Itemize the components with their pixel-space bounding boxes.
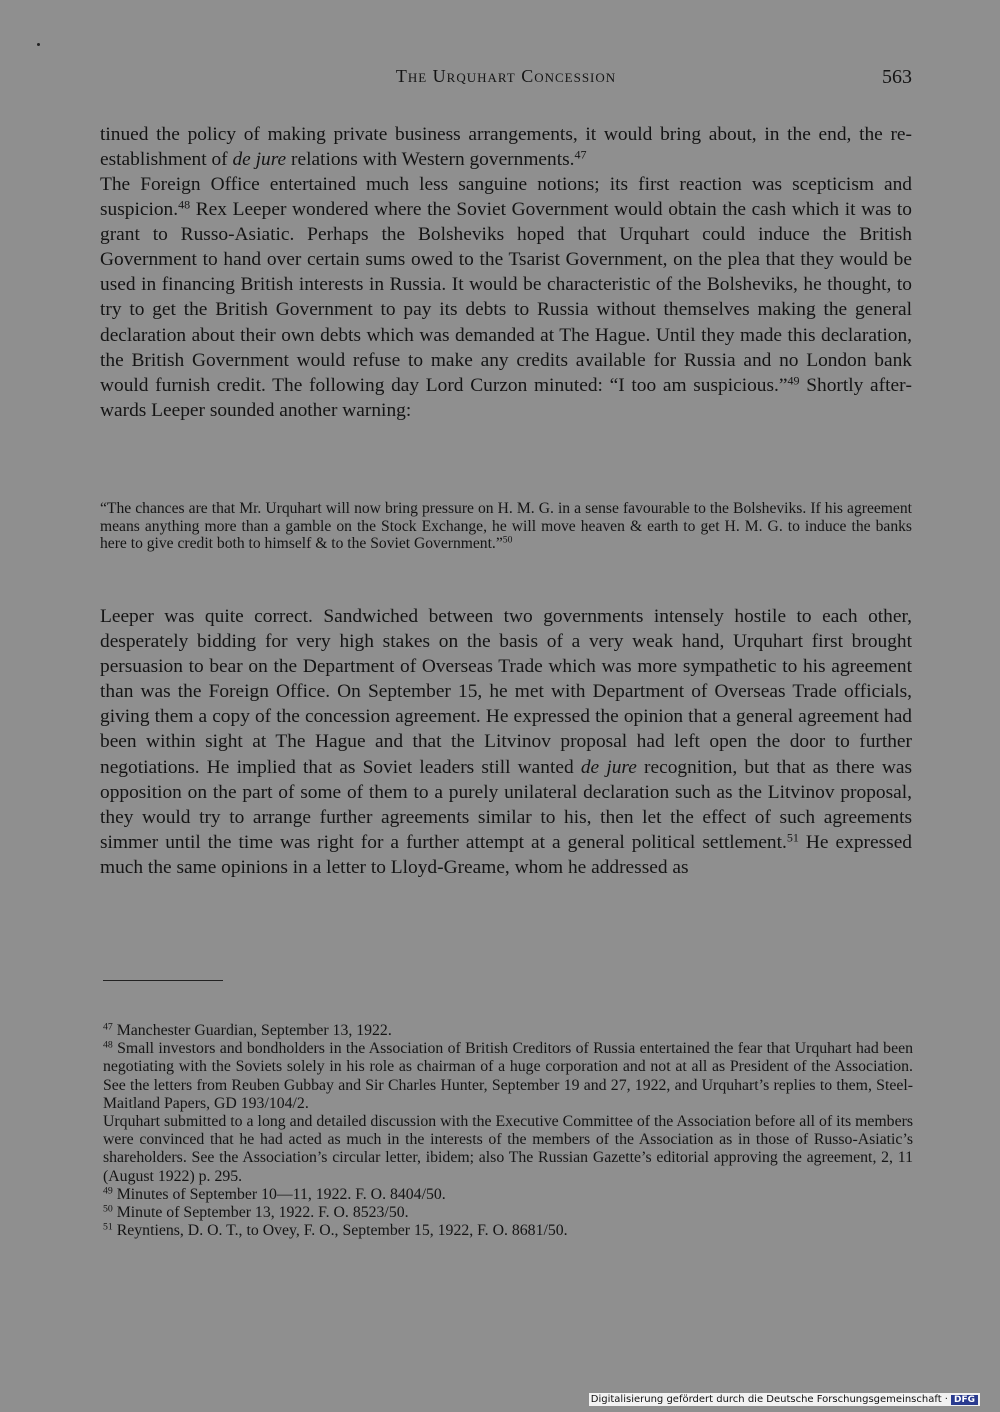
text-run: Leeper was quite correct. Sandwiched between two governments intensely hostile to each other, desperately bidding for very high stakes on the basis of a very weak hand, Urquhart first brought persuasion to bear on the Department of Overseas Trade which was more sympathetic to his agreement than was the Foreign Office. On September 15, he met with Department of Overseas Trade officials, giving them a copy of the concession agreement. He expressed the opinion that a general agreement had been within sight at The Hague and that the Litvinov proposal had left open the door to further negotiations. He implied that as Soviet leaders still wanted	[100, 606, 912, 778]
footnote-48-continued	[103, 1113, 913, 1186]
footnote-ref: 47	[574, 147, 587, 162]
footnote-ref: 48	[103, 1039, 113, 1051]
footnote-ref: 51	[103, 1221, 113, 1233]
text-run: de jure	[580, 756, 637, 778]
footnote-ref: 50	[502, 534, 513, 546]
paragraph-1	[100, 122, 912, 172]
footnotes	[103, 1022, 913, 1240]
text-run: The Foreign Office entertained much less sanguine notions; its first reaction was scepticism and suspicion.	[100, 174, 912, 221]
text-run: Minutes of September 10—11, 1922. F. O. 8404/50.	[112, 1185, 446, 1203]
digitization-credit	[589, 1393, 980, 1406]
footnote-47	[103, 1022, 913, 1040]
running-head: The Urquhart Concession	[395, 66, 617, 86]
paragraph-2	[100, 172, 912, 423]
page-header	[100, 66, 912, 94]
text-run: relations with Western governments.	[286, 149, 575, 171]
text-run: Shortly afterwards Leeper sounded another warning:	[100, 374, 913, 421]
page-number: 563	[882, 66, 912, 88]
footnote-ref: 50	[103, 1203, 113, 1215]
text-run: He expressed much the same opinions in a letter to Lloyd-Greame, whom he addressed as	[100, 831, 913, 878]
text-run: Minute of September 13, 1922. F. O. 8523/50.	[112, 1204, 409, 1222]
footnote-50	[103, 1204, 913, 1222]
footnote-ref: 47	[103, 1021, 113, 1033]
text-run: “The chances are that Mr. Urquhart will now bring pressure on H. M. G. in a sense favourable to the Bolsheviks. If his agreement means anything more than a gamble on the Stock Exchange, he will move heaven & earth to get H. M. G. to induce the banks here to give credit both to himself & to the Soviet Government.”	[100, 500, 912, 553]
text-run: Manchester Guardian, September 13, 1922.	[112, 1022, 392, 1039]
dfg-logo: DFG	[951, 1395, 978, 1405]
footnote-ref: 48	[178, 197, 191, 212]
text-run: Urquhart submitted to a long and detailed discussion with the Executive Committee of the Association before all of its members were convinced that he had acted as much in the interests of the members of the Association as in those of Russo-Asiatic’s shareholders. See the Association’s circular letter, ibidem; also The Russian Gazette’s editorial approving the agreement, 2, 11 (August 1922) p. 295.	[103, 1113, 913, 1185]
scan-speck	[37, 43, 40, 46]
block-quote	[100, 500, 912, 553]
footnote-ref: 49	[103, 1185, 113, 1197]
text-run: de jure	[232, 149, 287, 171]
footnote-ref: 49	[787, 373, 800, 388]
footnote-51	[103, 1222, 913, 1240]
text-run: tinued the policy of making private business arrangements, it would bring about, in the end, the re-establishment of	[100, 124, 912, 171]
footnote-rule	[103, 980, 223, 981]
footnote-48	[103, 1040, 913, 1113]
text-run: Reyntiens, D. O. T., to Ovey, F. O., September 15, 1922, F. O. 8681/50.	[112, 1222, 568, 1240]
footnote-ref: 51	[786, 830, 799, 845]
text-run: Rex Leeper wondered where the Soviet Government would obtain the cash which it was to grant to Russo-Asiatic. Perhaps the Bolsheviks hoped that Urquhart could induce the British Government to hand over certain sums owed to the Tsarist Government, on the plea that they would be used in financing British interests in Russia. It would be characteristic of the Bolsheviks, he thought, to try to get the British Government to pay its debts to Russia without themselves making the general declaration about their own debts which was demanded at The Hague. Until they made this declaration, the British Government would refuse to make any credits available for Russia and no London bank would furnish credit. The following day Lord Curzon minuted: “I too am suspicious.”	[100, 199, 912, 396]
text-run: recognition, but that as there was opposition on the part of some of them to a purely unilateral declaration such as the Litvinov proposal, they would try to arrange further agreements similar to his, then let the effect of such agreements simmer until the time was right for a further attempt at a general political settlement.	[100, 756, 912, 853]
footnote-49	[103, 1186, 913, 1204]
text-run: Small investors and bondholders in the Association of British Creditors of Russia entertained the fear that Urquhart had been negotiating with the Soviets solely in his role as chairman of a huge corporation and not at all as President of the Association. See the letters from Reuben Gubbay and Sir Charles Hunter, September 19 and 27, 1922, and Urquhart’s replies to them, Steel-Maitland Papers, GD 193/104/2.	[103, 1040, 913, 1112]
credit-text: Digitalisierung gefördert durch die Deutsche Forschungsgemeinschaft ·	[590, 1394, 948, 1405]
paragraph-3	[100, 604, 912, 880]
